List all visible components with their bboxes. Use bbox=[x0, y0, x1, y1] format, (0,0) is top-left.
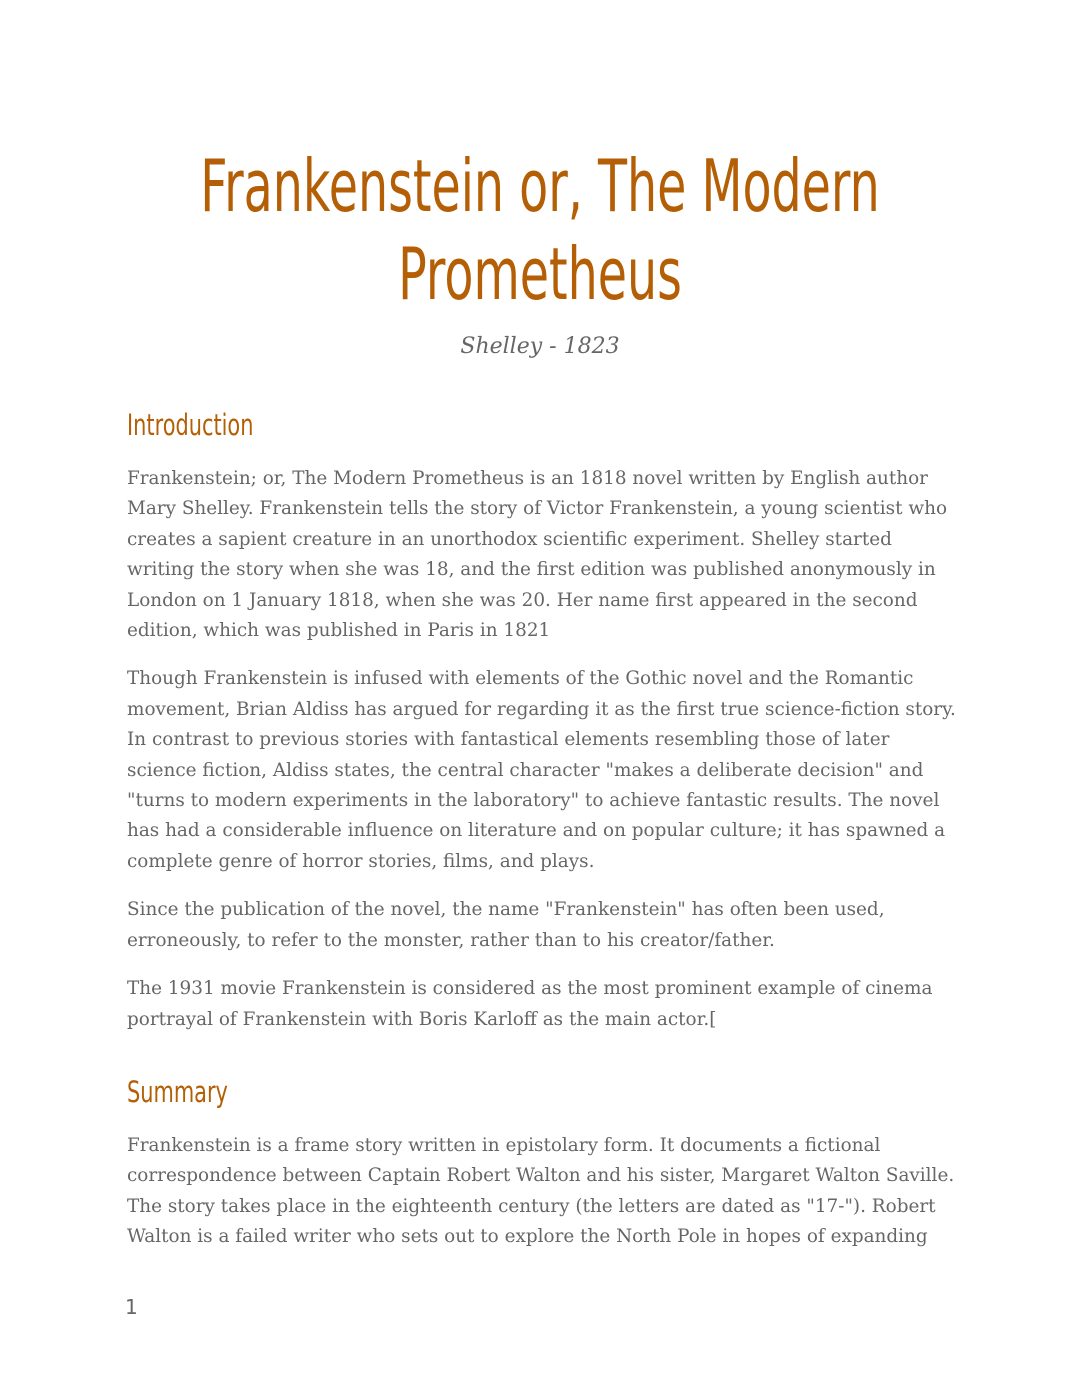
document-title: Frankenstein or, The Modern Prometheus bbox=[200, 144, 880, 316]
section-body-summary bbox=[127, 1131, 957, 1271]
paragraph: Since the publication of the novel, the name "Frankenstein" has often been used, erroneously, to refer to the monster, rather than to his creator/father. bbox=[127, 899, 885, 951]
page-number: 1 bbox=[125, 1295, 138, 1319]
section-heading-summary: Summary bbox=[127, 1075, 228, 1109]
paragraph: Frankenstein is a frame story written in epistolary form. It documents a fictional correspondence between Captain Robert Walton and his sister, Margaret Walton Saville. The story takes place in the eighteenth century (the letters are dated as "17-"). Robert Walton is a failed writer who sets out to explore the North Pole in hopes of expanding bbox=[127, 1135, 955, 1248]
paragraph: Though Frankenstein is infused with elements of the Gothic novel and the Romantic movement, Brian Aldiss has argued for regarding it as the first true science-fiction story. In contrast to previous stories with fantastical elements resembling those of later science fiction, Aldiss states, the central character "makes a deliberate decision" and "turns to modern experiments in the laboratory" to achieve fantastic results. The novel has had a considerable influence on literature and on popular culture; it has spawned a complete genre of horror stories, films, and plays. bbox=[127, 668, 956, 872]
paragraph: The 1931 movie Frankenstein is considered as the most prominent example of cinema portrayal of Frankenstein with Boris Karloff as the main actor.[ bbox=[127, 978, 933, 1030]
section-body-introduction bbox=[127, 464, 957, 1053]
document-subtitle: Shelley - 1823 bbox=[460, 334, 620, 359]
section-heading-introduction: Introduction bbox=[127, 408, 254, 442]
paragraph: Frankenstein; or, The Modern Prometheus is an 1818 novel written by English author Mary Shelley. Frankenstein tells the story of Victor Frankenstein, a young scientist who creates a sapient creature in an unorthodox scientific experiment. Shelley started writing the story when she was 18, and the first edition was published anonymously in London on 1 January 1818, when she was 20. Her name first appeared in the second edition, which was published in Paris in 1821 bbox=[127, 468, 948, 642]
